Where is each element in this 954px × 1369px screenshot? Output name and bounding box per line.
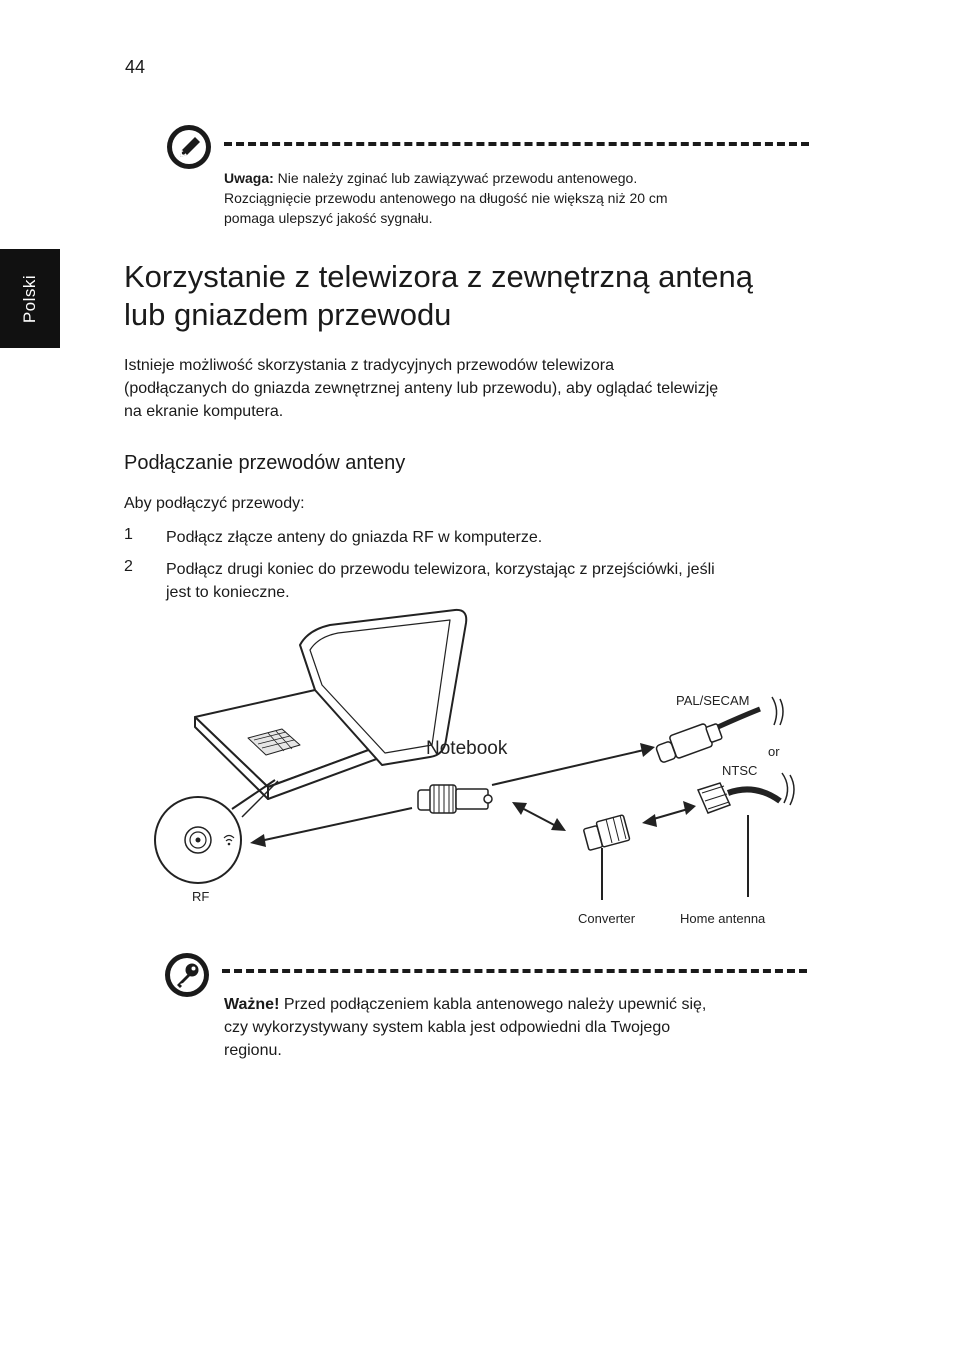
important-line-2: czy wykorzystywany system kabla jest odpowiedni dla Twojego: [224, 1019, 671, 1036]
page-number: 44: [125, 57, 146, 77]
note-label: Uwaga:: [224, 170, 274, 186]
arrow-to-rf: [250, 808, 412, 847]
arrow-to-pal-secam: [492, 743, 655, 785]
connection-diagram: [150, 605, 810, 940]
converter-label: Converter: [578, 911, 636, 926]
note-line-3: pomaga ulepszyć jakość sygnału.: [224, 210, 433, 226]
step-text-line-1: Podłącz drugi koniec do przewodu telewizora, korzystając z przejściówki, jeśli: [166, 561, 715, 578]
notebook-label: Notebook: [426, 738, 508, 759]
important-label: Ważne!: [224, 996, 280, 1013]
notebook-illustration: [195, 610, 466, 799]
important-text: [224, 993, 794, 1062]
page-title-line-2: lub gniazdem przewodu: [124, 297, 452, 332]
page-title: [124, 258, 844, 334]
key-important-icon: [164, 952, 210, 998]
intro-paragraph: [124, 354, 718, 423]
ntsc-label: NTSC: [722, 763, 758, 778]
step-text: Podłącz złącze anteny do gniazda RF w komputerze.: [166, 529, 543, 546]
pal-secam-plug-illustration: [655, 723, 722, 763]
home-antenna-label: Home antenna: [680, 911, 766, 926]
important-line-1: Przed podłączeniem kabla antenowego należy upewnić się,: [279, 996, 707, 1013]
converter-illustration: [583, 815, 629, 851]
pen-note-icon: [166, 124, 212, 170]
ntsc-connector-illustration: [698, 783, 730, 813]
note-text: [224, 168, 824, 228]
pal-secam-label: PAL/SECAM: [676, 693, 750, 708]
step-number: 1: [124, 526, 133, 543]
double-arrow-converter: [512, 802, 566, 831]
rf-port-illustration: [155, 797, 241, 883]
note-line-1: Nie należy zginać lub zawiązywać przewodu antenowego.: [273, 170, 638, 186]
page-title-line-1: Korzystanie z telewizora z zewnętrzną anteną: [124, 259, 753, 294]
language-tab-label: Polski: [20, 274, 39, 324]
important-line-3: regionu.: [224, 1042, 282, 1059]
intro-line-2: (podłączanych do gniazda zewnętrznej anteny lub przewodu), aby oglądać telewizję: [124, 380, 719, 397]
subsection-lead: Aby podłączyć przewody:: [124, 495, 305, 512]
step-text: [166, 558, 826, 604]
step-text-line-2: jest to konieczne.: [166, 584, 290, 601]
important-divider: [222, 969, 807, 973]
double-arrow-ntsc: [642, 801, 696, 827]
language-tab: [0, 249, 60, 348]
rf-plug-illustration: [418, 785, 492, 813]
intro-line-3: na ekranie komputera.: [124, 403, 284, 420]
note-divider: [224, 142, 809, 146]
note-line-2: Rozciągnięcie przewodu antenowego na długość nie większą niż 20 cm: [224, 190, 668, 206]
rf-label: RF: [192, 889, 210, 904]
step-number: 2: [124, 558, 133, 575]
subsection-title: Podłączanie przewodów anteny: [124, 452, 406, 474]
or-label: or: [768, 744, 780, 759]
intro-line-1: Istnieje możliwość skorzystania z tradycyjnych przewodów telewizora: [124, 357, 614, 374]
